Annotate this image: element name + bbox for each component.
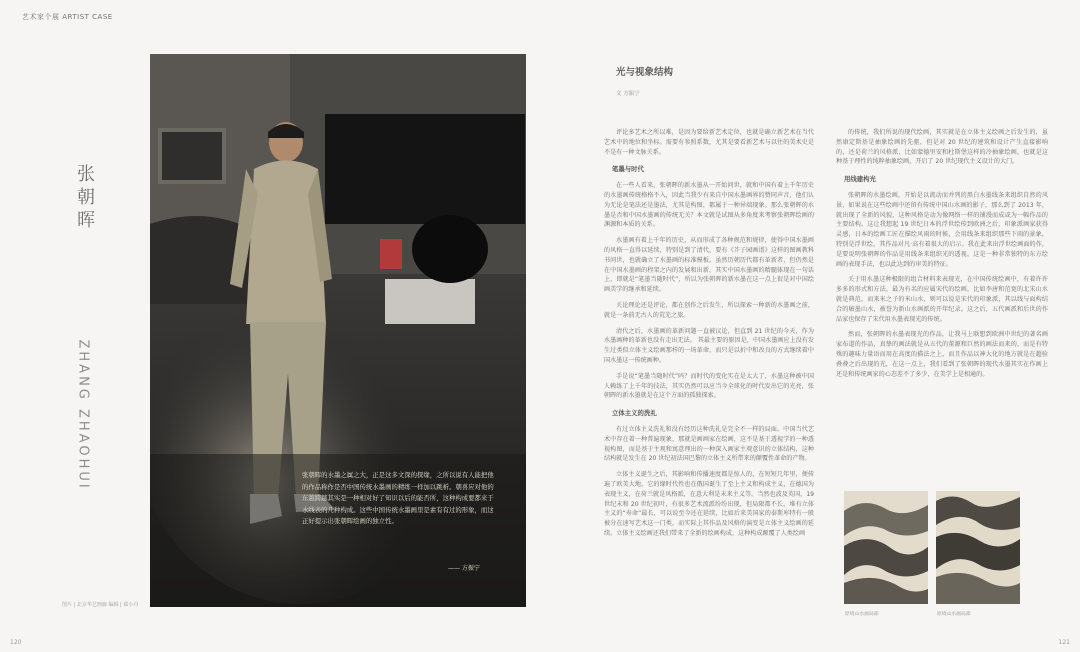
paragraph: 然而，张朝晖的水墨表现光的作品，让我马上联想到欧洲中世纪的著名画家布道的作品，真挚的画法就是从五代的董源和巨然的画法而来的，而是有特殊的趣味力量语而用在高度的描法之上，而且作品以神大化的地方就是在超验叠叠之后出现的光，在这一点上，我们看到了张朝晖的现代水墨其实在作画上还是和传统画家的心态差不了多少，在美学上是相通的。	[836, 331, 1048, 378]
paragraph: 评论多艺术之所以难，是因为要给新艺术定位，也就是确立新艺术在当代艺术中的地位和坐标。需要有参照系数，尤其是要看新艺术与以往的美术史是不是有一种文脉关系。	[604, 129, 814, 156]
artist-name-char: 朝	[77, 187, 95, 208]
artwork-caption: 原境山水画局部	[845, 612, 879, 617]
ink-landscape-artwork	[844, 491, 928, 604]
photo-credit: 图片 | 北京华艺画廊 编辑 | 邱小丹	[62, 602, 139, 608]
page-number-right: 121	[1058, 639, 1070, 646]
section-heading: 用线建构光	[844, 175, 876, 184]
paragraph: 关于用水墨这种极限的组合材料来表现光，在中国传统绘画中，有着许许多多的形式和方法，最为有名的应属宋代的绘画，比如李唐和范宽的北宋山水就是典范，而来米之子的米山水，则可以说是宋代的印象派，其以线与面构结合的皴墨山水，被誉为新山水画派的开年纪录。这之后，五代画派和后世的作品家也保存了宋代用水墨表现光的传统。	[836, 276, 1048, 323]
article-title: 光与视象结构	[616, 67, 674, 78]
page-number-left: 120	[10, 639, 22, 646]
artist-name-char: 张	[77, 164, 95, 185]
paragraph: 手是说“笔墨当随时代”吗？而时代的变化实在是太大了，水墨这种被中国人赖练了上千年的技法，其实仍然可以应当今全球化的时代发出它的光亮，张朝晖的新水墨就是在这个方面的孤独探索。	[604, 372, 814, 400]
artist-name-chinese	[73, 163, 99, 232]
paragraph: 的传统，我们所说的现代绘画，其实就是在立体主义绘画之后发生的，虽然康定斯基是抽象绘画的先驱，但是对 20 世纪的建筑和设计产生直接影响的，还是荷兰的风格派，比如蒙德里安和杜斯堡这样的冷抽象绘画，也就是这种基于理性的纯粹抽象绘画，开启了 20 世纪现代主义设计的大门。	[836, 129, 1048, 166]
paragraph: 水墨画有着上千年的历史，从而形成了各种规范和规律，使得中国水墨画的风格一直得以延续，特别是到了清代，要有《芥子园画谱》这样的图画教科书问世，也就确立了水墨画的标准模板。虽然历朝历代都有革新者，但仍然是在中国水墨画的程架之内的发展和出新，其实中国水墨画的精髓体现在一句话上，即就是“笔墨当随时代”，所以为张朝晖的新水墨在这一点上很是对中国绘画美学的继承和延续。	[604, 237, 814, 294]
artist-name-char: 晖	[77, 210, 95, 231]
pull-quote-author: —— 方振宁	[448, 565, 480, 572]
artist-name-pinyin: ZHANG ZHAOHUI	[75, 339, 91, 491]
paragraph: 立体主义诞生之后，其影响和传播速度都是惊人的，在短短几年里，便传遍了欧美大地。它的缘时代性也在俄国诞生了至上主义和构成主义，在德国为表现主义，在荷兰就是风格派，在意大利是未来主义等。当然也波及英国，19 世纪末和 20 世纪初叶，有很多艺术流派纷纷出现，但局限都不长，堆有立体主义的“寿命”最长，可以说至今还在延续，比如后来美国家的泰斯库特有一般被分在速写艺术这一门类，而实际上其作品及风格的演变是立体主义绘画的延续。立体主义绘画还我们带来了全新的绘画构成，这种构成颠覆了人类绘画	[604, 471, 814, 537]
ink-landscape-artwork	[936, 491, 1020, 604]
article-byline: 文 方振宁	[616, 91, 640, 97]
running-header: 艺术家个展 ARTIST CASE	[22, 13, 113, 21]
article-column-right	[836, 128, 1048, 385]
section-heading: 立体主义的洗礼	[612, 409, 657, 418]
pull-quote: 张朝晖的水墨之属之大，正是这多文深的探缘，之所以说有人能把他的作品称作是否中国传统水墨画的精练一样加以跳析。朝喜应对他的东越跨越其实是一种相对好了知识以后的能否所，这种构成要都来于水线表的几种构成。这些中国传统水墨画里是素有有过的形象，而这正好提示出张朝晖绘画的独立性。	[302, 471, 494, 525]
paragraph: 在一些人看来，张朝晖的新水墨从一开始问世，就和中国有着上千年历史的水墨画传统格格不入，因此当我少有来自中国水墨画界的赞同声音，他们认为无论是笔法还是墨法，尤其是构图，都属于一种异端现象。那么张朝晖的水墨是否和中国水墨画的传统无关？本文就是试图从多角度来考察张朝晖绘画的渊源和本质的关系。	[604, 182, 814, 229]
article-column-left	[604, 128, 814, 545]
paragraph: 关论理论还是评论，都在创作之后发生，所以探索一种新的水墨画之前，就是一条前无古人的荒芜之旅。	[604, 301, 814, 319]
section-heading: 笔墨与时代	[612, 165, 644, 174]
paragraph: 有过立体主义洗礼和没有经历这种洗礼是完全不一样的局面。中国当代艺术中存在着一种普遍现象，那就是画画家在绘画，这不是基于透视学的一种透视构图，而是基于主观和寓意理出的一种深入画家主观意识的立体结构，这种结构就是发生在 20 世纪初法国巴黎的立体主义所带来的颠覆性革命的产物。	[604, 425, 814, 463]
paragraph: 张朝晖的水墨绘画，开始是以流动而并列的黑白水墨线条来组织自然的风景，如果说在这些绘画中还留有传统中国山水画的影子，那么到了 2013 年，就出现了全新的风貌，这种风格是动为像网络一样的铺漫而成或为一幅作品的主要结构。这让我想起 19 世纪日本的浮世绘传到欧洲之后，印象派画家获得灵感，日本的绘画工匠在描绘风雨的时候，会用线条来组织那些下雨的景象，特别是浮世绘，其作品对凡·高有着很大的启示。我在此来出浮世绘画面的作，是要说明张朝晖的作品是用线条来组织光的透视，这是一种非常独特的东方绘画的表现手法，也以此达到的审美的特征。	[836, 191, 1048, 268]
artwork-caption: 原境山水画局部	[937, 612, 971, 617]
artwork-thumbnail	[936, 491, 1020, 604]
artwork-thumbnail	[844, 491, 928, 604]
paragraph: 清代之后，水墨画的革新问题一直被议论，但直到 21 世纪的今天，作为水墨画种的革新也没有走出无法。 其最主要的原因是，中国水墨画应上没有发生过类似立体主义绘画那样的一场革命，而只是以折中和改良的方式继续着中国水墨这一传统画种。	[604, 327, 814, 364]
